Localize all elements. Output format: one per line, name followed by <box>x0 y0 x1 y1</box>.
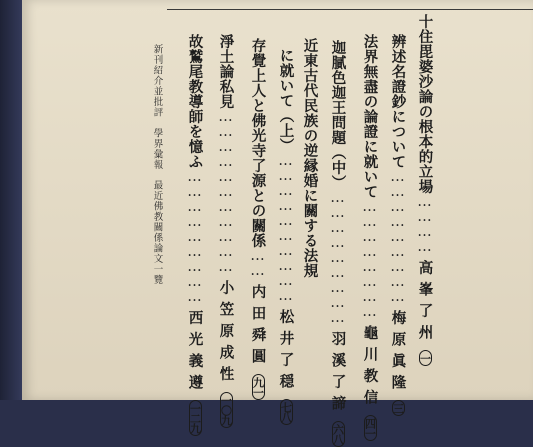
page-number: 四一 <box>364 415 377 441</box>
entry-author: 高峯了州 <box>416 260 434 346</box>
leader-dots: …………………………… <box>217 109 234 274</box>
page-number: 一二九 <box>189 400 202 436</box>
toc-entry <box>218 34 233 428</box>
misc-item: 最近佛教關係論文一覽 <box>151 179 163 285</box>
entry-title: 故鷲尾教導師を憶ふ <box>186 34 204 169</box>
entry-title: 十住毘婆沙論の根本的立場 <box>416 14 434 194</box>
leader-dots: ………………………… <box>277 153 294 303</box>
misc-item: 學界彙報 <box>151 127 163 170</box>
toc-entry <box>330 40 345 447</box>
page-number: 三 <box>392 400 405 416</box>
leader-dots: ……………………… <box>186 169 203 304</box>
entry-title: 近東古代民族の逆縁婚に關する法規 <box>301 38 319 278</box>
entry-author: 小笠原成性 <box>217 280 235 388</box>
misc-column <box>152 44 162 285</box>
top-rule <box>167 9 533 10</box>
misc-item: 新刊紹介並批評 <box>151 44 163 118</box>
leader-dots: …………………… <box>361 199 378 319</box>
entry-title: に就いて（上） <box>277 48 295 153</box>
entry-author: 松井了穏 <box>277 309 295 395</box>
entry-title: 辨述名證鈔について <box>389 34 407 169</box>
page-number: 一〇九 <box>220 392 233 428</box>
entry-title: 淨土論私見 <box>217 34 235 109</box>
background-edge <box>0 0 22 400</box>
entry-author: 梅原眞隆 <box>389 310 407 396</box>
entry-title: 存覺上人と佛光寺了源との關係 <box>249 38 267 248</box>
page-number: 九一 <box>252 374 265 400</box>
leader-dots: ……………………… <box>389 169 406 304</box>
paper-page <box>22 0 533 444</box>
toc-entry <box>250 38 265 400</box>
toc-entry <box>390 34 405 416</box>
page-number: 一 <box>419 350 432 366</box>
leader-dots: ………… <box>416 194 433 254</box>
toc-entry <box>362 34 377 441</box>
entry-title: 法界無盡の論證に就いて <box>361 34 379 199</box>
entry-title: 迦膩色迦王問題（中） <box>329 40 347 190</box>
page-number: 六八 <box>332 421 345 447</box>
entry-author: 内田舜圓 <box>249 284 267 370</box>
toc-entry <box>278 48 293 425</box>
leader-dots: ……………………… <box>329 190 346 325</box>
entry-author: 西光義遵 <box>186 310 204 396</box>
toc-entry <box>417 14 432 366</box>
leader-dots: …… <box>249 248 266 278</box>
entry-author: 羽溪了諦 <box>329 331 347 417</box>
toc-entry <box>302 38 317 278</box>
toc-entry <box>187 34 202 436</box>
page-number: 七八 <box>280 399 293 425</box>
entry-author: 龜川教信 <box>361 325 379 411</box>
